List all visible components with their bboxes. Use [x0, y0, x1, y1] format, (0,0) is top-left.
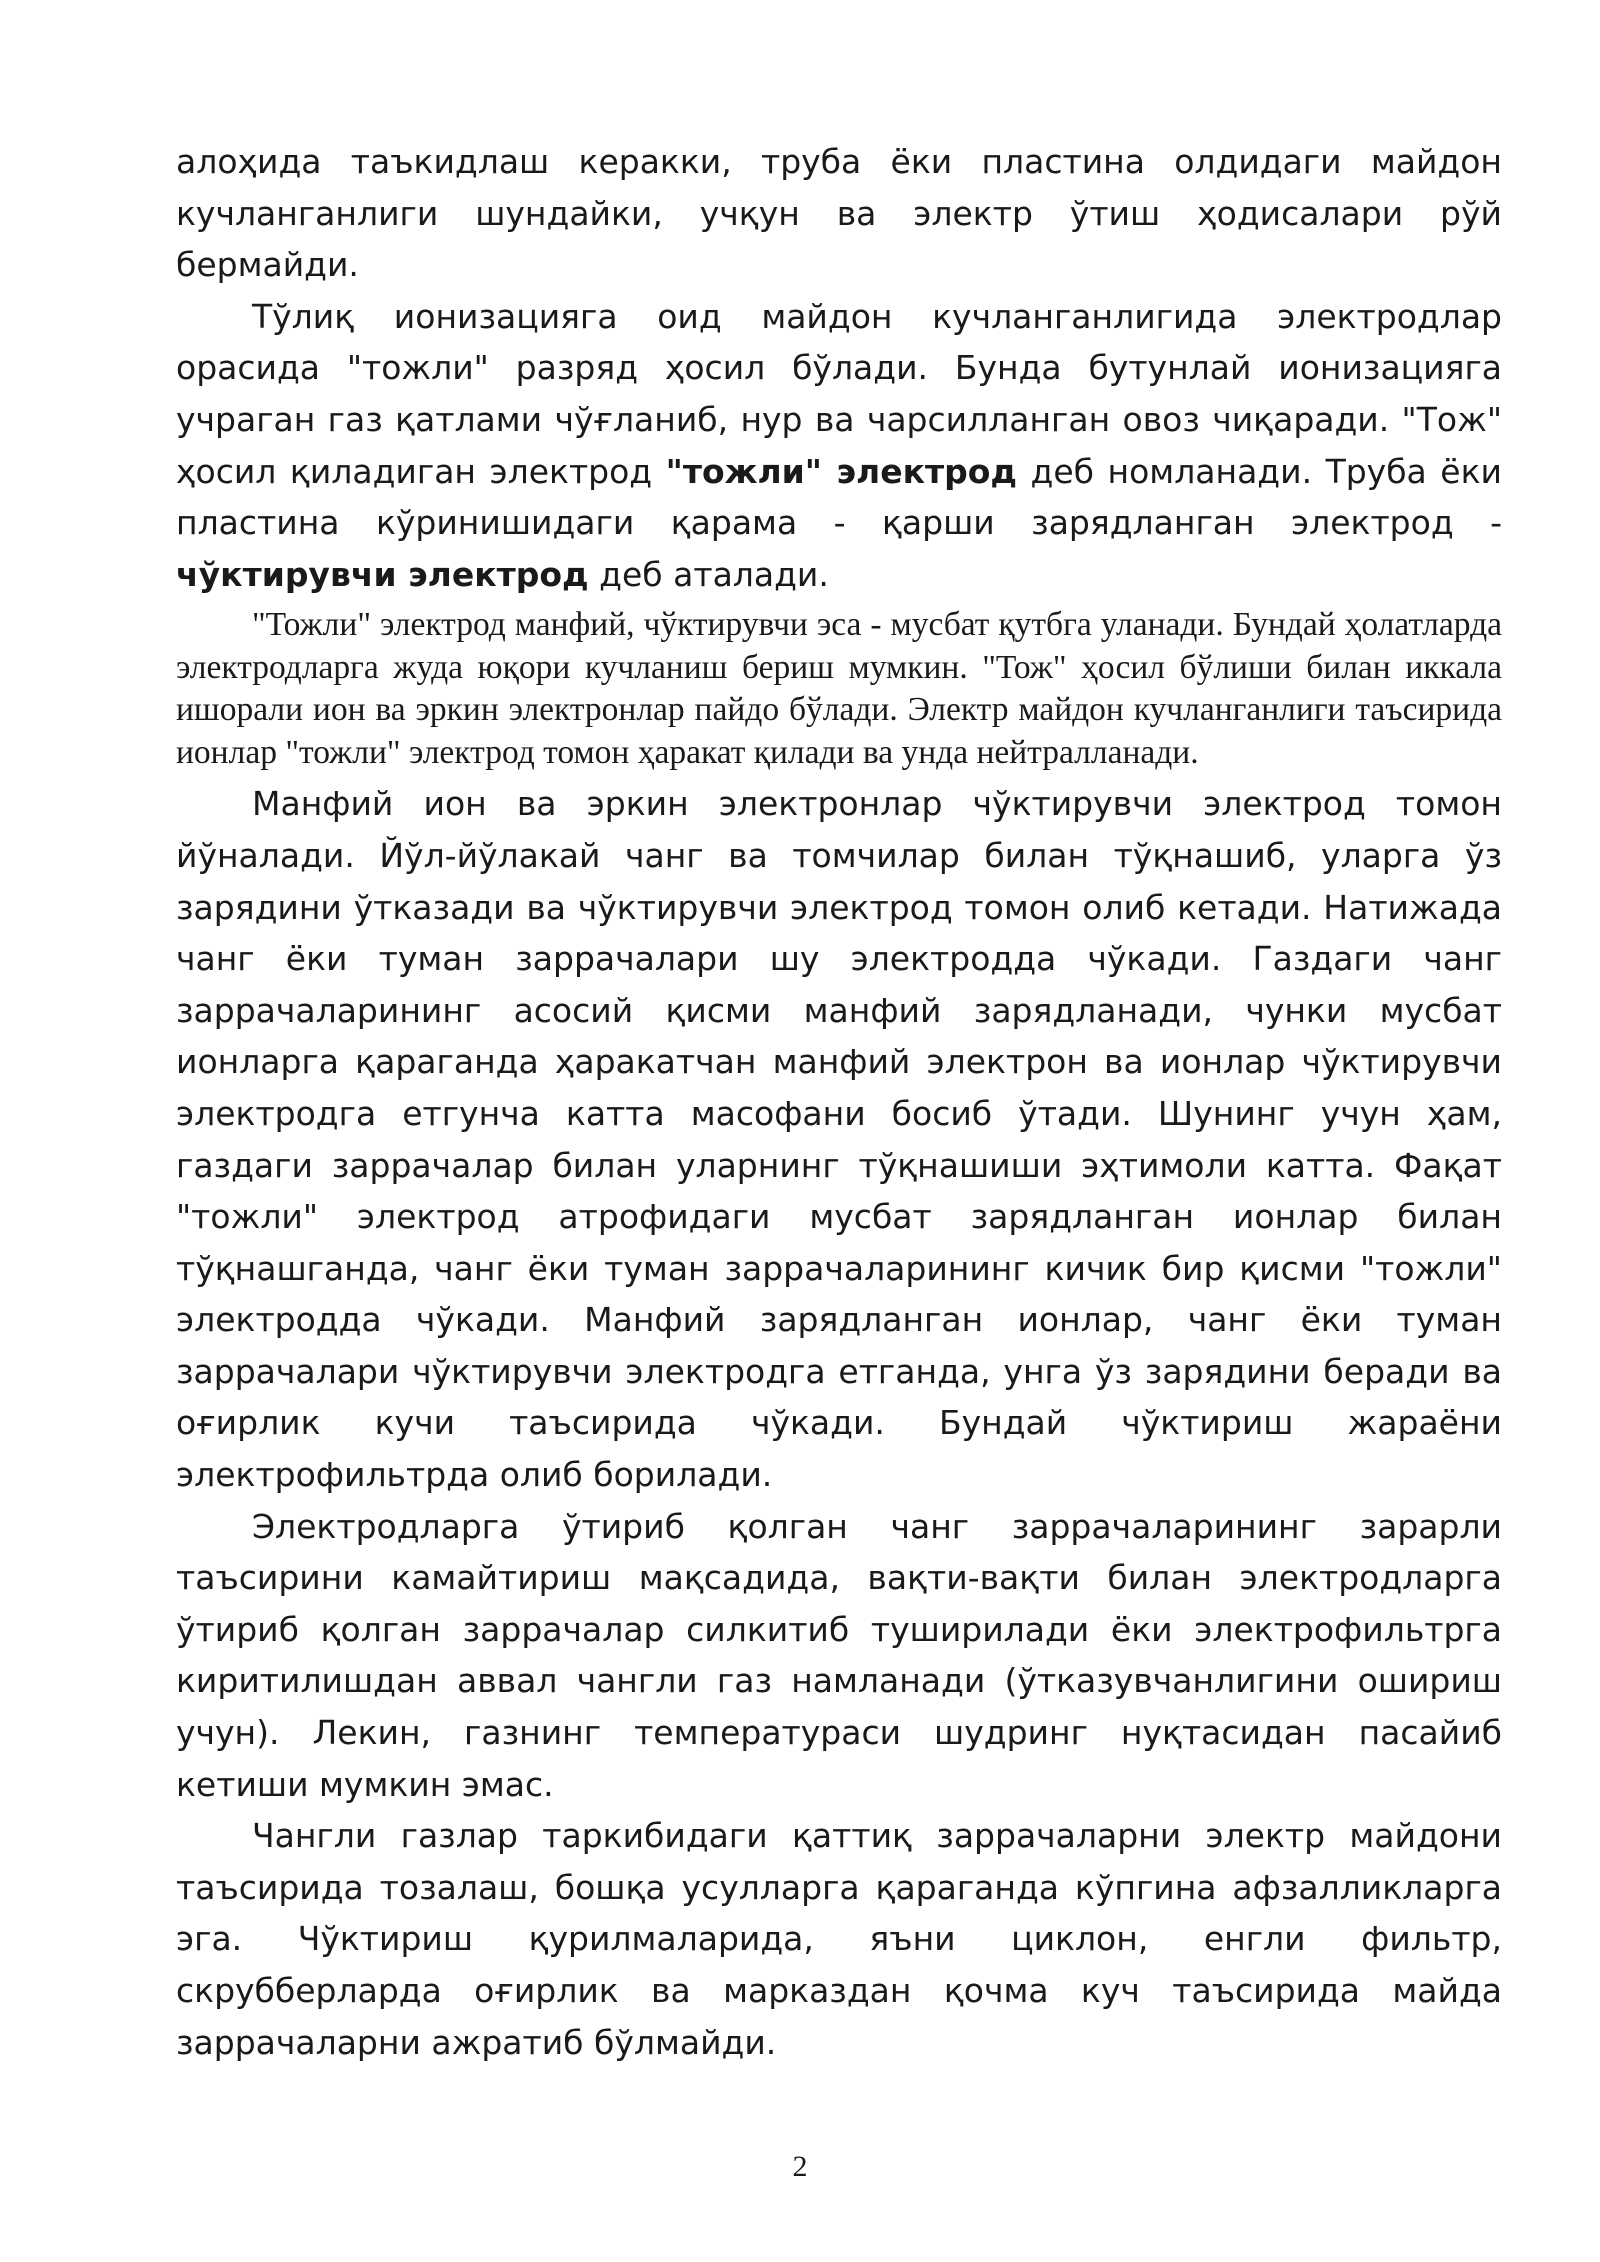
paragraph-2-text-b: деб номланади. Труба ёки пластина кўринишидаги қарама - қарши зарядланган электрод -: [176, 451, 1502, 543]
paragraph-2-text-a: Тўлиқ ионизацияга оид майдон кучланганлигида электродлар орасида "тожли" разряд ҳосил бўлади. Бунда бутунлай ионизацияга учраган газ қатлами чўғланиб, нур ва чарсилланган овоз чиқаради. "Тож" ҳосил қиладиган электрод: [176, 296, 1502, 491]
paragraph-5: Электродларга ўтириб қолган чанг заррачаларининг зарарли таъсирини камайтириш мақсадида, вақти-вақти билан электродларга ўтириб қолган заррачалар силкитиб туширилади ёки электрофильтрга киритилишдан аввал чангли газ намланади (ўтказувчанлигини ошириш учун). Лекин, газнинг температураси шудринг нуқтасидан пасайиб кетиши мумкин эмас.: [176, 1506, 1502, 1804]
paragraph-2: [176, 291, 1502, 601]
page-number: 2: [792, 2150, 808, 2183]
document-page: [176, 136, 1502, 2068]
term-corona-electrode: "тожли" электрод: [665, 451, 1018, 491]
term-collecting-electrode: чўктирувчи электрод: [176, 554, 589, 594]
paragraph-4: Манфий ион ва эркин электронлар чўктирувчи электрод томон йўналади. Йўл-йўлакай чанг ва томчилар билан тўқнашиб, уларга ўз зарядини ўтказади ва чўктирувчи электрод томон олиб кетади. Натижада чанг ёки туман заррачалари шу электродда чўкади. Газдаги чанг заррачаларининг асосий қисми манфий зарядланади, чунки мусбат ионларга қараганда ҳаракатчан манфий электрон ва ионлар чўктирувчи электродга етгунча катта масофани босиб ўтади. Шунинг учун ҳам, газдаги заррачалар билан уларнинг тўқнашиши эҳтимоли катта. Фақат "тожли" электрод атрофидаги мусбат зарядланган ионлар билан тўқнашганда, чанг ёки туман заррачаларининг кичик бир қисми "тожли" электродда чўкади. Манфий зарядланган ионлар, чанг ёки туман заррачалари чўктирувчи электродга етганда, унга ўз зарядини беради ва оғирлик кучи таъсирида чўкади. Бундай чўктириш жараёни электрофильтрда олиб борилади.: [176, 784, 1502, 1495]
paragraph-3: "Тожли" электрод манфий, чўктирувчи эса - мусбат қутбга уланади. Бундай ҳолатларда электродларга жуда юқори кучланиш бериш мумкин. "Тож" ҳосил бўлиши билан иккала ишорали ион ва эркин электронлар пайдо бўлади. Электр майдон кучланганлиги таъсирида ионлар "тожли" электрод томон ҳаракат қилади ва унда нейтралланади.: [176, 606, 1502, 771]
paragraph-6: Чангли газлар таркибидаги қаттиқ заррачаларни электр майдони таъсирида тозалаш, бошқа усулларга қараганда кўпгина афзалликларга эга. Чўктириш қурилмаларида, яъни циклон, енгли фильтр, скрубберларда оғирлик ва марказдан қочма куч таъсирида майда заррачаларни ажратиб бўлмайди.: [176, 1816, 1502, 2062]
paragraph-1: алоҳида таъкидлаш керакки, труба ёки пластина олдидаги майдон кучланганлиги шундайки, учқун ва электр ўтиш ҳодисалари рўй бермайди.: [176, 142, 1502, 285]
paragraph-2-text-c: деб аталади.: [588, 554, 829, 594]
